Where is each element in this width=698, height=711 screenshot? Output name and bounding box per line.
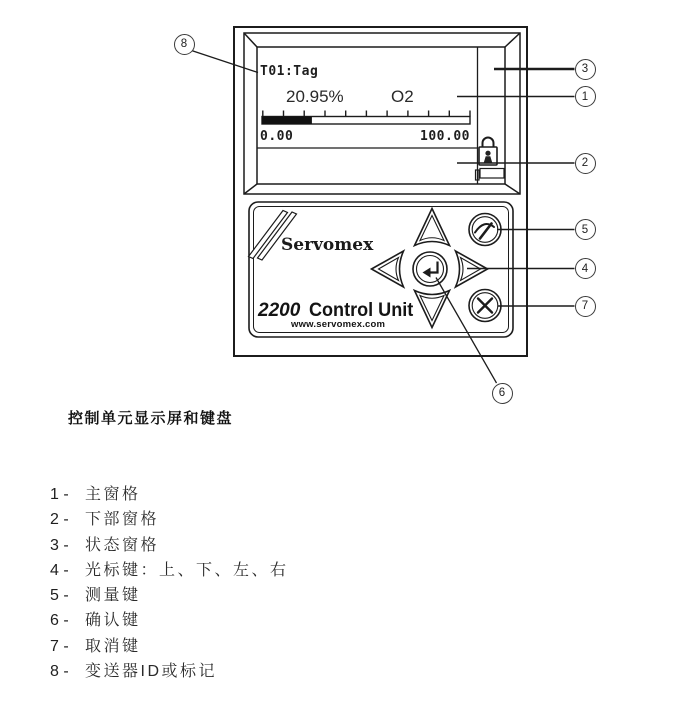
callout-6: 6 — [492, 383, 513, 404]
callout-4: 4 — [575, 258, 596, 279]
bar-gauge-fill — [262, 117, 312, 125]
cancel-key — [469, 290, 501, 322]
legend-item-label: 确认键 — [85, 612, 141, 630]
website-url: www.servomex.com — [291, 319, 386, 330]
legend-item — [50, 506, 289, 531]
brand-text: Servomex — [281, 235, 374, 255]
cancel-x-icon — [478, 299, 492, 313]
legend-item-label: 变送器ID或标记 — [85, 663, 218, 681]
legend-item-label: 下部窗格 — [85, 511, 160, 529]
callout-3: 3 — [575, 59, 596, 80]
measure-gauge-icon — [475, 224, 494, 239]
legend-item — [50, 557, 289, 582]
legend-item — [50, 633, 289, 658]
legend-item-number: 7 - — [50, 637, 69, 655]
entry-tab-icon — [480, 169, 504, 179]
measure-key — [469, 214, 501, 246]
enter-arrow-icon — [423, 262, 438, 278]
callout-2: 2 — [575, 153, 596, 174]
legend-item-number: 4 - — [50, 561, 69, 579]
enter-key — [413, 252, 447, 286]
reading-value: 20.95% — [286, 87, 344, 106]
scale-max-label: 100.00 — [420, 129, 470, 144]
legend-item — [50, 532, 289, 557]
legend-item-number: 8 - — [50, 663, 69, 681]
padlock-icon — [476, 138, 505, 181]
bar-gauge-ticks — [263, 111, 470, 117]
legend-item-number: 1 - — [50, 486, 69, 503]
callout-line-8 — [192, 51, 259, 73]
legend-item — [50, 481, 289, 506]
legend-item-label: 测量键 — [85, 587, 141, 605]
figure-caption: 控制单元显示屏和键盘 — [68, 410, 234, 427]
bar-gauge — [262, 111, 470, 125]
transmitter-tag: T01:Tag — [260, 64, 319, 79]
model-number: 2200 — [258, 300, 301, 321]
callout-8: 8 — [174, 34, 195, 55]
legend-item — [50, 658, 289, 683]
left-arrow-key — [372, 251, 404, 287]
legend — [50, 481, 289, 683]
legend-item-number: 3 - — [50, 536, 69, 554]
callout-7: 7 — [575, 296, 596, 317]
callout-1: 1 — [575, 86, 596, 107]
legend-item-number: 5 - — [50, 587, 69, 605]
scale-min-label: 0.00 — [260, 129, 294, 144]
legend-item — [50, 607, 289, 632]
callout-5: 5 — [575, 219, 596, 240]
down-arrow-key — [415, 291, 450, 328]
legend-item-label: 主窗格 — [85, 486, 141, 503]
legend-item-label: 取消键 — [85, 637, 141, 655]
legend-item-label: 光标键：上、下、左、右 — [85, 561, 289, 579]
legend-item-label: 状态窗格 — [85, 536, 160, 554]
legend-item — [50, 582, 289, 607]
legend-item-number: 2 - — [50, 511, 69, 529]
legend-item-number: 6 - — [50, 612, 69, 630]
model-name: Control Unit — [309, 300, 414, 321]
gas-label: O2 — [391, 87, 414, 106]
up-arrow-key — [415, 209, 450, 246]
